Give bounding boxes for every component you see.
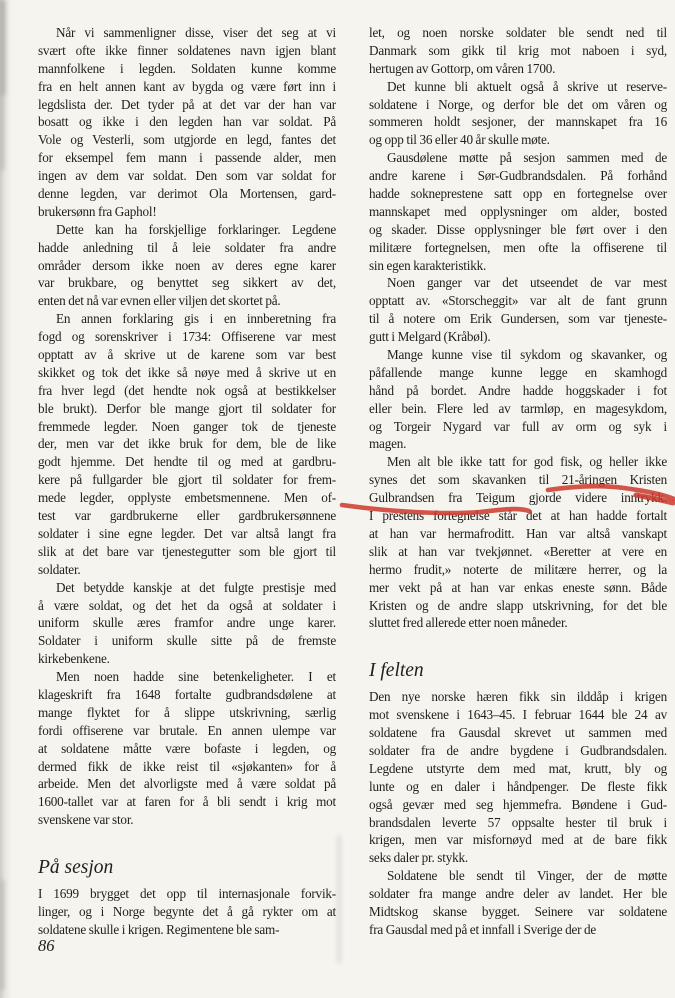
text-line: opptatt av. «Storscheggit» var alt de fant grunn: [369, 293, 667, 309]
text-line: I 1699 brygget det opp til internasjonale forvik-: [38, 886, 336, 902]
text-line: til å notere om Erik Gundersen, som var tjeneste-: [369, 311, 667, 327]
text-line: ble brukt). Derfor ble mange gjort til soldater for: [38, 400, 336, 416]
text-line: at han var hermafroditt. Han var altså vanskapt: [369, 525, 667, 541]
paragraph: [369, 346, 667, 453]
text-line: magen.: [369, 436, 407, 452]
text-line: hermo frudit,» noterte de militære herrer, og la: [369, 561, 667, 577]
text-line: Vole og Vesterli, som utgjorde en legd, fantes det: [38, 132, 336, 148]
text-line: sluttet fred allerede etter noen måneder.: [369, 615, 568, 631]
text-line: test var gardbrukerne eller gardbrukersønnene: [38, 508, 336, 524]
text-line: krigen, men var misfornøyd med at de bare fikk: [369, 832, 667, 848]
text-line: Noen ganger var det utseendet de var mest: [387, 275, 667, 291]
text-line: mede legder, opplyste embetsmennene. Men of-: [38, 490, 336, 506]
text-line: og Torgeir Nygard var full av orm og syk i: [369, 418, 667, 434]
text-line: også gevær med seg hjemmefra. Bøndene i Gud-: [369, 796, 667, 812]
text-line: Det betydde kanskje at det fulgte prestisje med: [56, 579, 336, 595]
text-line: opptatt av å skrive ut de karene som var best: [38, 347, 336, 363]
text-line: mannfolkene i legden. Soldaten kunne komme: [38, 60, 336, 76]
text-line: og skader. Disse opplysninger ble ført over i den: [369, 221, 667, 237]
paragraph: [38, 885, 336, 939]
text-line: klageskrift fra 1648 fortalte gudbrandsdølene at: [38, 686, 336, 702]
text-line: Den nye norske hæren fikk sin ilddåp i krigen: [369, 689, 667, 705]
paragraph: [38, 310, 336, 578]
text-line: brandsdalen leverte 57 oppsalte hester til bruk i: [369, 814, 667, 830]
text-line: synes det som skavanken til 21-åringen Kristen: [369, 472, 667, 488]
scan-smudge: [0, 880, 5, 990]
text-line: denne legden, var derimot Ola Mortensen, gard-: [38, 186, 336, 202]
text-line: skikket og tok det ikke så nøye med å skrive ut en: [38, 364, 336, 380]
text-line: soldater.: [38, 561, 81, 577]
text-line: soldatene i Norge, og derfor ble det om våren og: [369, 96, 667, 112]
text-line: Danmark som gikk til krig mot naboen i syd,: [369, 42, 667, 58]
text-line: arbeide. Men det alvorligste med å være soldat på: [38, 776, 336, 792]
text-line: uniform skulle æres framfor andre unge karer.: [38, 615, 336, 631]
text-line: gutt i Melgard (Kråbøl).: [369, 329, 491, 345]
scan-smudge: [0, 0, 5, 170]
text-line: slik at det bare var tjenestegutter som ble gjort til: [38, 543, 336, 559]
text-line: Det kunne bli aktuelt også å skrive ut reserve-: [387, 78, 667, 94]
scan-edge-shadow: [0, 0, 12, 998]
text-line: enten det nå var evnen eller viljen det skortet på.: [38, 293, 281, 309]
text-line: sommeren holdt sesjoner, der mannskapet fra 16: [369, 114, 667, 130]
text-line: slik at han var tvekjønnet. «Beretter at vere en: [369, 543, 667, 559]
text-line: Dette kan ha forskjellige forklaringer. Legdene: [56, 221, 336, 237]
paragraph: [38, 221, 336, 310]
text-line: Men noen hadde sine betenkeligheter. I et: [56, 669, 336, 685]
text-line: og opp til 36 eller 40 år skulle møte.: [369, 132, 550, 148]
text-line: hadde sokneprestene satt opp en fortegnelse over: [369, 186, 667, 202]
text-line: dermed fikk de ikke reist til «sjøkanten» for å: [38, 758, 336, 774]
paragraph: [369, 274, 667, 346]
text-line: seks daler pr. stykk.: [369, 850, 468, 866]
paragraph: [38, 579, 336, 668]
text-line: soldater i sine egne legder. Det var altså langt fra: [38, 525, 336, 541]
section-heading: På sesjon: [38, 857, 114, 879]
paragraph: [369, 24, 667, 78]
text-line: hadde anledning til å leie soldater fra andre: [38, 239, 336, 255]
text-line: linger, og i Norge begynte det å gå rykter om at: [38, 903, 336, 919]
text-line: mot svenskene i 1643–45. I februar 1644 ble 24 av: [369, 707, 667, 723]
text-line: godt hjemme. Det hendte til og med at gardbru-: [38, 454, 336, 470]
text-line: områder dersom ikke noen av deres egne karer: [38, 257, 336, 273]
text-line: var brukbare, og benyttet seg sikkert av det,: [38, 275, 336, 291]
text-line: for eksempel fem mann i passende alder, men: [38, 150, 336, 166]
text-line: andre karene i Sør-Gudbrandsdalen. På forhånd: [369, 168, 667, 184]
page-number: 86: [38, 936, 55, 955]
text-line: soldater fra de andre bygdene i Gudbrandsdalen.: [369, 742, 667, 758]
text-line: svært ofte ikke finner soldatenes navn igjen blant: [38, 42, 336, 58]
text-line: Kristen og de andre slapp utskrivning, for det ble: [369, 597, 667, 613]
text-line: påfallende mange kunne legge en skamhogd: [369, 364, 667, 380]
paragraph: [38, 668, 336, 829]
text-line: Gausdølene møtte på sesjon sammen med de: [387, 150, 667, 166]
paragraph: [369, 867, 667, 939]
text-line: fogd og sorenskriver i 1734: Offiserene var mest: [38, 329, 336, 345]
text-line: kere på fullgarder ble gjort til soldater for frem-: [38, 472, 336, 488]
section-heading: I felten: [369, 660, 424, 682]
text-line: soldatene skulle i krigen. Regimentene ble sam-: [38, 921, 280, 937]
text-line: der, men var det ikke bruk for dem, ble de like: [38, 436, 336, 452]
text-line: å være soldat, og det het da også at soldater i: [38, 597, 336, 613]
scan-gutter-streak: [337, 835, 341, 963]
left-column: [38, 24, 336, 939]
text-line: soldater fra mange andre deler av landet. Her ble: [369, 886, 667, 902]
text-line: Men alt ble ikke tatt for god fisk, og heller ikke: [387, 454, 667, 470]
paragraph: [369, 688, 667, 867]
text-line: bosatt og ikke i den legden han var soldat. På: [38, 114, 336, 130]
text-line: hertugen av Gottorp, om våren 1700.: [369, 60, 556, 76]
text-line: I prestens fortegnelse står det at han hadde fortalt: [369, 508, 667, 524]
text-line: kirkebenkene.: [38, 651, 110, 667]
text-line: soldatene fra Gausdal skrevet ut sammen med: [369, 725, 667, 741]
text-line: mer vekt på at han var enkas eneste sønn. Både: [369, 579, 667, 595]
text-line: Midtskog skanse bygget. Seinere var soldatene: [369, 903, 667, 919]
paragraph: [38, 24, 336, 221]
text-line: let, og noen norske soldater ble sendt ned til: [369, 25, 667, 40]
text-line: Soldatene ble sendt til Vinger, der de møtte: [387, 868, 667, 884]
text-line: Når vi sammenligner disse, viser det seg at vi: [56, 25, 336, 40]
text-line: svenskene var stor.: [38, 812, 134, 828]
text-line: Gulbrandsen fra Teigum gjorde videre inntrykk.: [369, 490, 667, 506]
text-line: Legdene utstyrte dem med mat, krutt, bly og: [369, 760, 667, 776]
text-line: mange flyktet for å slippe utskrivning, særlig: [38, 704, 336, 720]
paragraph: [369, 149, 667, 274]
scan-smudge: [0, 0, 6, 95]
text-line: fra en helt annen kant av bygda og være ført inn i: [38, 78, 336, 94]
text-line: ingen av dem var soldat. Den som var soldat for: [38, 168, 336, 184]
text-line: sin egen karakteristikk.: [369, 257, 487, 273]
text-line: lunte og en daler i håndpenger. De fleste fikk: [369, 778, 667, 794]
paragraph: [369, 453, 667, 632]
text-line: fordi offiserene var brutale. En annen ulempe var: [38, 722, 336, 738]
text-line: militære fortegnelsen, men ofte la offiserene til: [369, 239, 667, 255]
text-line: eller bein. Flere led av tarmløp, en magesykdom,: [369, 400, 667, 416]
text-line: 1600-tallet var at faren for å bli sendt i krig mot: [38, 794, 336, 810]
text-line: En annen forklaring gis i en innberetning fra: [56, 311, 336, 327]
text-line: fra hver legd (det hendte nok også at bestikkelser: [38, 382, 336, 398]
paragraph: [369, 78, 667, 150]
text-line: brukersønn fra Gaphol!: [38, 203, 157, 219]
text-line: mannskapet med opplysninger om alder, bosted: [369, 203, 667, 219]
right-column: [369, 24, 667, 939]
text-line: fra Gausdal med på et innfall i Sverige der de: [369, 921, 597, 937]
text-line: Soldater i uniform skulle sitte på de fremste: [38, 633, 336, 649]
text-line: legdslista der. Det tyder på at det var der han var: [38, 96, 336, 112]
text-line: hånd på bordet. Andre hadde hoggskader i fot: [369, 382, 667, 398]
text-line: at soldatene måtte være bofaste i legden, og: [38, 740, 336, 756]
text-line: fremmede legder. Noen ganger tok de tjeneste: [38, 418, 336, 434]
text-line: Mange kunne vise til sykdom og skavanker, og: [387, 347, 667, 363]
